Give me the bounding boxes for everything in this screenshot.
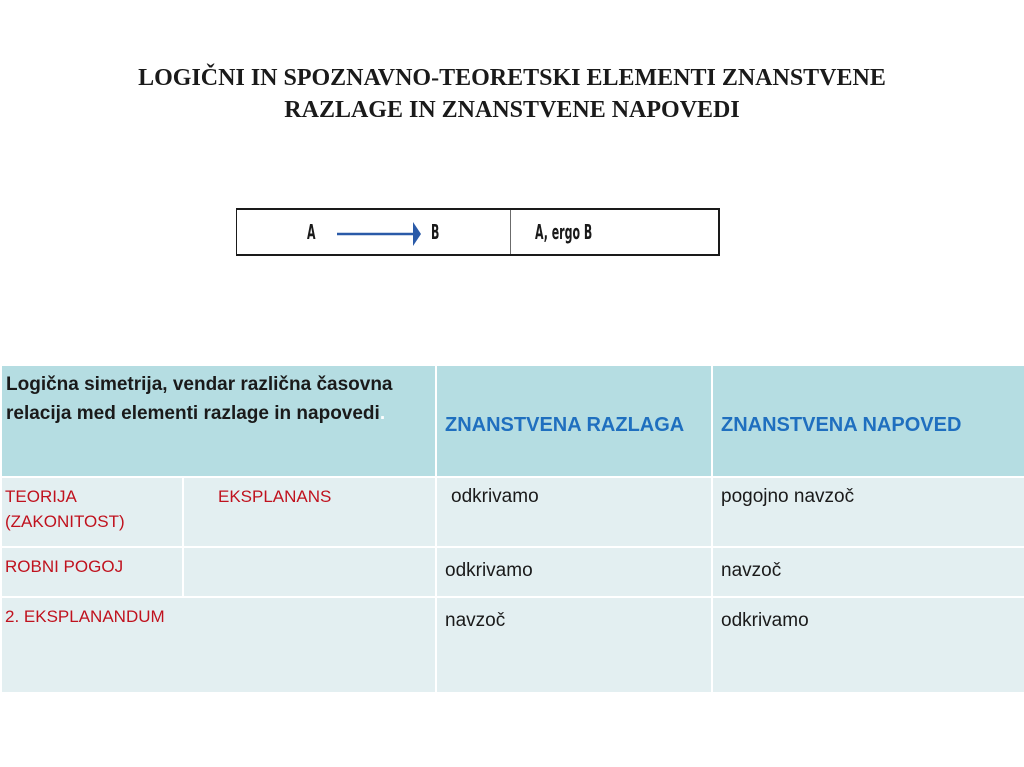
row-explanation-value: odkrivamo bbox=[436, 477, 712, 547]
table-row bbox=[1, 597, 1024, 693]
comparison-table-wrapper bbox=[0, 364, 1024, 694]
row-label: ROBNI POGOJ bbox=[1, 547, 183, 597]
formula-conclusion: A, ergo B bbox=[535, 220, 593, 244]
row-label: TEORIJA (ZAKONITOST) bbox=[1, 477, 183, 547]
formula-box bbox=[236, 208, 720, 256]
arrow-right-icon bbox=[335, 216, 425, 246]
header-description: Logična simetrija, vendar različna časovna relacija med elementi razlage in napovedi bbox=[6, 374, 393, 424]
header-prediction: ZNANSTVENA NAPOVED bbox=[721, 414, 962, 436]
formula-divider bbox=[510, 210, 511, 254]
row-sublabel: EKSPLANANS bbox=[183, 477, 436, 547]
header-prediction-cell bbox=[712, 365, 1024, 477]
title-line-2: RAZLAGE IN ZNANSTVENE NAPOVEDI bbox=[284, 97, 740, 123]
formula-premise-a: A bbox=[307, 220, 316, 244]
table-row bbox=[1, 477, 1024, 547]
table-row bbox=[1, 547, 1024, 597]
row-prediction-value: navzoč bbox=[712, 547, 1024, 597]
row-prediction-value: odkrivamo bbox=[712, 597, 1024, 693]
comparison-table bbox=[0, 364, 1024, 694]
header-explanation: ZNANSTVENA RAZLAGA bbox=[445, 414, 685, 436]
header-description-cell bbox=[1, 365, 436, 477]
slide-title bbox=[0, 62, 1024, 126]
row-explanation-value: odkrivamo bbox=[436, 547, 712, 597]
formula-consequent-b: B bbox=[431, 220, 440, 244]
row-prediction-value: pogojno navzoč bbox=[712, 477, 1024, 547]
row-explanation-value: navzoč bbox=[436, 597, 712, 693]
header-description-dot: . bbox=[379, 403, 386, 424]
title-line-1: LOGIČNI IN SPOZNAVNO-TEORETSKI ELEMENTI ZNANSTVENE bbox=[138, 65, 886, 91]
row-sublabel bbox=[183, 547, 436, 597]
row-label: 2. EKSPLANANDUM bbox=[1, 597, 436, 693]
header-explanation-cell bbox=[436, 365, 712, 477]
table-header-row bbox=[1, 365, 1024, 477]
